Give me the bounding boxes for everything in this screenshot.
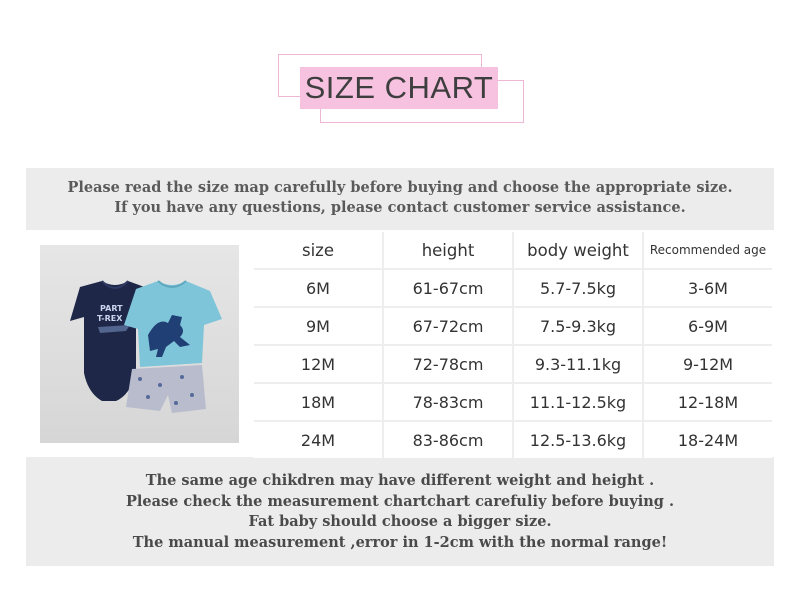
table-cell: 12M (254, 346, 384, 384)
bodysuit-print-line2: T-REX (97, 314, 123, 323)
notice-bottom-line: Fat baby should choose a bigger size. (248, 513, 552, 530)
table-cell: 9.3-11.1kg (514, 346, 644, 384)
table-row (254, 346, 772, 384)
page-title: SIZE CHART (304, 70, 494, 105)
table-cell: 67-72cm (384, 308, 514, 346)
table-cell: 6M (254, 270, 384, 308)
table-cell: 83-86cm (384, 422, 514, 458)
table-cell: 9-12M (644, 346, 772, 384)
bodysuit-print-line1: PART (100, 304, 123, 313)
column-header: size (254, 232, 384, 270)
notice-bottom-line: The same age chikdren may have different weight and height . (145, 472, 655, 489)
table-cell: 61-67cm (384, 270, 514, 308)
table-cell: 78-83cm (384, 384, 514, 422)
outfit-illustration (40, 245, 239, 443)
table-cell: 18M (254, 384, 384, 422)
column-header: body weight (514, 232, 644, 270)
column-header: Recommended age (644, 232, 772, 270)
table-row (254, 270, 772, 308)
table-row (254, 422, 772, 458)
table-cell: 18-24M (644, 422, 772, 458)
notice-bottom-line: The manual measurement ,error in 1-2cm with the normal range! (132, 533, 668, 551)
table-cell: 3-6M (644, 270, 772, 308)
table-header-row (254, 232, 772, 270)
notice-bottom (26, 471, 774, 553)
size-table (254, 232, 772, 458)
column-header: height (384, 232, 514, 270)
table-row (254, 384, 772, 422)
table-cell: 9M (254, 308, 384, 346)
table-cell: 24M (254, 422, 384, 458)
table-cell: 5.7-7.5kg (514, 270, 644, 308)
notice-top (26, 178, 774, 218)
table-cell: 7.5-9.3kg (514, 308, 644, 346)
table-cell: 72-78cm (384, 346, 514, 384)
table-cell: 6-9M (644, 308, 772, 346)
table-row (254, 308, 772, 346)
notice-top-line: Please read the size map carefully before buying and choose the appropriate size. (67, 179, 733, 196)
table-cell: 12.5-13.6kg (514, 422, 644, 458)
product-photo (40, 245, 239, 443)
notice-top-line: If you have any questions, please contact customer service assistance. (114, 199, 686, 216)
table-cell: 12-18M (644, 384, 772, 422)
notice-bottom-line: Please check the measurement chartchart carefuliy before buying . (125, 492, 675, 510)
table-cell: 11.1-12.5kg (514, 384, 644, 422)
